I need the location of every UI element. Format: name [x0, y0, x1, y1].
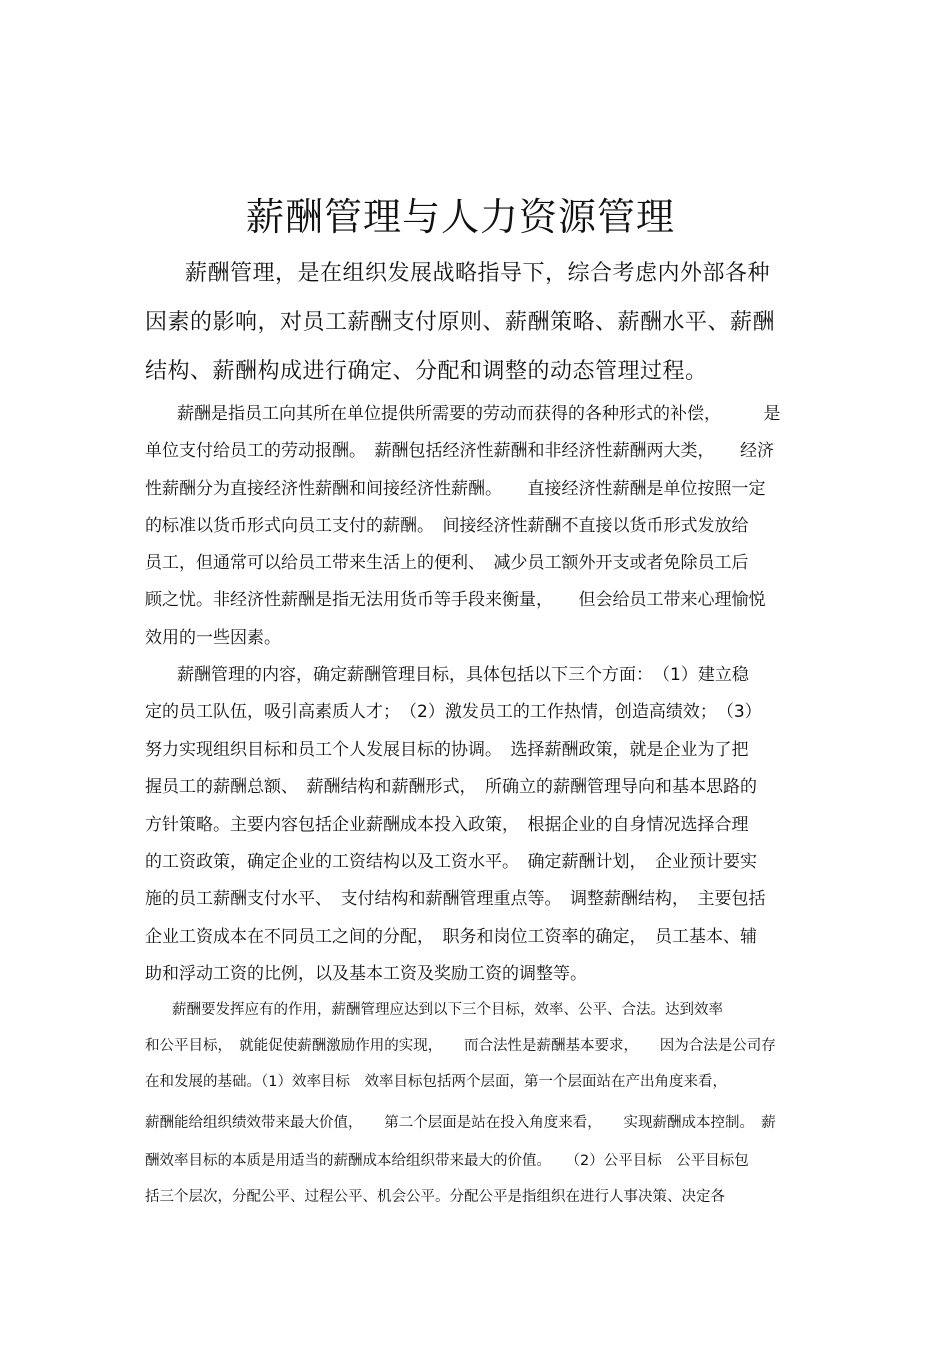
text-line: 效用的一些因素。	[145, 628, 281, 648]
text-line: 薪酬能给组织绩效带来最大价值， 第二个层面是站在投入角度来看， 实现薪酬成本控制。 薪	[145, 1115, 776, 1131]
text-line: 括三个层次，分配公平、过程公平、机会公平。分配公平是指组织在进行人事决策、决定各	[145, 1189, 725, 1205]
text-line: 顾之忧。非经济性薪酬是指无法用货币等手段来衡量， 但会给员工带来心理愉悦	[145, 590, 766, 610]
text-line: 的工资政策，确定企业的工资结构以及工资水平。 确定薪酬计划， 企业预计要实	[145, 852, 757, 872]
text-line: 单位支付给员工的劳动报酬。 薪酬包括经济性薪酬和非经济性薪酬两大类， 经济	[145, 441, 774, 461]
text-line: 薪酬管理，是在组织发展战略指导下，综合考虑内外部各种	[185, 261, 771, 286]
text-line: 努力实现组织目标和员工个人发展目标的协调。 选择薪酬政策，就是企业为了把	[145, 740, 749, 760]
text-line: 性薪酬分为直接经济性薪酬和间接经济性薪酬。 直接经济性薪酬是单位按照一定	[145, 479, 766, 499]
text-line: 助和浮动工资的比例，以及基本工资及奖励工资的调整等。	[145, 964, 587, 984]
text-line: 定的员工队伍，吸引高素质人才； （2）激发员工的工作热情，创造高绩效； （3）	[145, 702, 762, 722]
text-line: 薪酬管理的内容，确定薪酬管理目标，具体包括以下三个方面： （1）建立稳	[177, 665, 749, 685]
text-line: 薪酬要发挥应有的作用，薪酬管理应达到以下三个目标，效率、公平、合法。达到效率	[172, 1002, 723, 1018]
text-line: 和公平目标， 就能促使薪酬激励作用的实现， 而合法性是薪酬基本要求， 因为合法是公司存	[145, 1038, 776, 1054]
document-title: 薪酬管理与人力资源管理	[246, 195, 676, 239]
text-line: 的标准以货币形式向员工支付的薪酬。 间接经济性薪酬不直接以货币形式发放给	[145, 516, 749, 536]
text-line: 在和发展的基础。（1）效率目标 效率目标包括两个层面，第一个层面站在产出角度来看，	[145, 1074, 727, 1090]
text-line: 员工，但通常可以给员工带来生活上的便利、 减少员工额外开支或者免除员工后	[145, 553, 749, 573]
text-line: 企业工资成本在不同员工之间的分配， 职务和岗位工资率的确定， 员工基本、辅	[145, 927, 757, 947]
text-line: 薪酬是指员工向其所在单位提供所需要的劳动而获得的各种形式的补偿， 是	[177, 404, 781, 424]
text-line: 因素的影响，对员工薪酬支付原则、薪酬策略、薪酬水平、薪酬	[145, 310, 776, 335]
text-line: 酬效率目标的本质是用适当的薪酬成本给组织带来最大的价值。 （2）公平目标 公平目标包	[145, 1153, 749, 1169]
text-line: 握员工的薪酬总额、 薪酬结构和薪酬形式， 所确立的薪酬管理导向和基本思路的	[145, 777, 757, 797]
text-line: 方针策略。主要内容包括企业薪酬成本投入政策， 根据企业的自身情况选择合理	[145, 815, 749, 835]
text-line: 施的员工薪酬支付水平、 支付结构和薪酬管理重点等。 调整薪酬结构， 主要包括	[145, 889, 766, 909]
text-line: 结构、薪酬构成进行确定、分配和调整的动态管理过程。	[145, 359, 708, 384]
